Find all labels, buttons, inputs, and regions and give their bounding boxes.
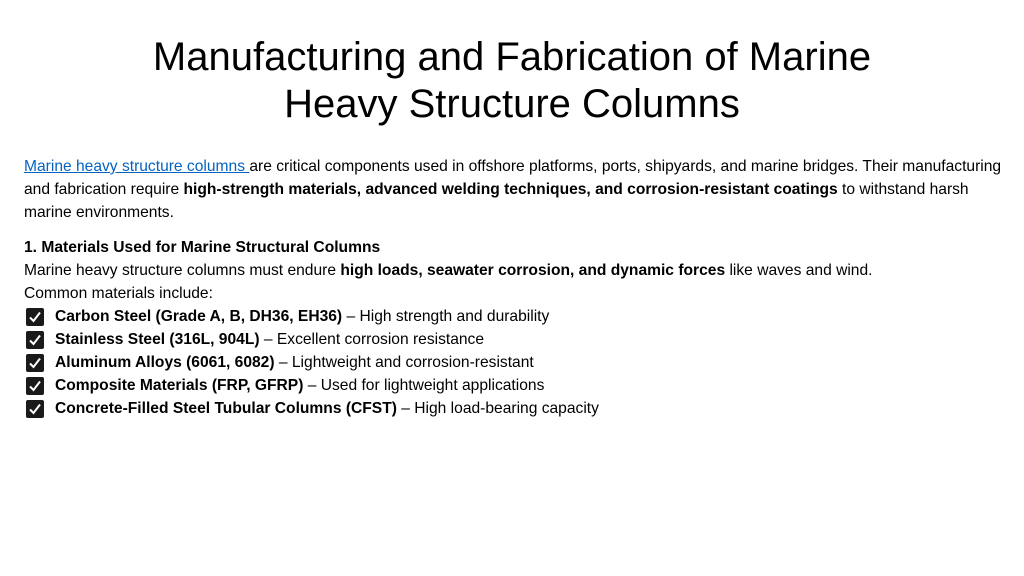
desc-text-1: Marine heavy structure columns must endure bbox=[24, 262, 341, 279]
list-item-text bbox=[55, 374, 544, 397]
check-box-icon bbox=[26, 377, 44, 395]
list-item bbox=[24, 397, 1009, 420]
check-box-icon bbox=[26, 331, 44, 349]
list-item-bold: Stainless Steel (316L, 904L) bbox=[55, 331, 260, 348]
intro-bold: high-strength materials, advanced welding techniques, and corrosion-resistant coatings bbox=[183, 181, 838, 198]
check-box-icon bbox=[26, 400, 44, 418]
list-item-desc: – Excellent corrosion resistance bbox=[259, 331, 485, 348]
slide-body bbox=[24, 155, 1009, 420]
list-item-bold: Concrete-Filled Steel Tubular Columns (CFST) bbox=[55, 400, 397, 417]
common-materials-label: Common materials include: bbox=[24, 285, 213, 302]
list-item-desc: – Lightweight and corrosion-resistant bbox=[274, 354, 534, 371]
intro-text-2: to withstand harsh marine environments. bbox=[24, 181, 969, 221]
section-heading bbox=[24, 236, 1009, 259]
list-item-bold: Composite Materials (FRP, GFRP) bbox=[55, 377, 304, 394]
page-title bbox=[60, 34, 964, 128]
section-heading-text: 1. Materials Used for Marine Structural Columns bbox=[24, 239, 381, 256]
marine-columns-link[interactable]: Marine heavy structure columns bbox=[24, 158, 250, 175]
list-item-desc: – High strength and durability bbox=[342, 308, 550, 325]
intro-text-1: are critical components used in offshore platforms, ports, shipyards, and marine bridges. Their manufacturing and fabrication require bbox=[24, 158, 1002, 198]
list-item-text bbox=[55, 351, 534, 374]
list-item bbox=[24, 305, 1009, 328]
title-line-2: Heavy Structure Columns bbox=[284, 82, 740, 126]
list-item-text bbox=[55, 305, 549, 328]
list-item bbox=[24, 351, 1009, 374]
list-item-desc: – High load-bearing capacity bbox=[396, 400, 599, 417]
title-line-1: Manufacturing and Fabrication of Marine bbox=[152, 35, 872, 79]
list-item bbox=[24, 374, 1009, 397]
section-description bbox=[24, 259, 1009, 282]
intro-paragraph bbox=[24, 155, 1009, 224]
list-item bbox=[24, 328, 1009, 351]
check-box-icon bbox=[26, 354, 44, 372]
list-item-desc: – Used for lightweight applications bbox=[303, 377, 545, 394]
list-item-text bbox=[55, 397, 599, 420]
check-box-icon bbox=[26, 308, 44, 326]
desc-bold: high loads, seawater corrosion, and dynamic forces bbox=[340, 262, 726, 279]
desc-text-2: like waves and wind. bbox=[725, 262, 873, 279]
list-item-bold: Carbon Steel (Grade A, B, DH36, EH36) bbox=[55, 308, 343, 325]
list-item-bold: Aluminum Alloys (6061, 6082) bbox=[55, 354, 275, 371]
list-item-text bbox=[55, 328, 484, 351]
